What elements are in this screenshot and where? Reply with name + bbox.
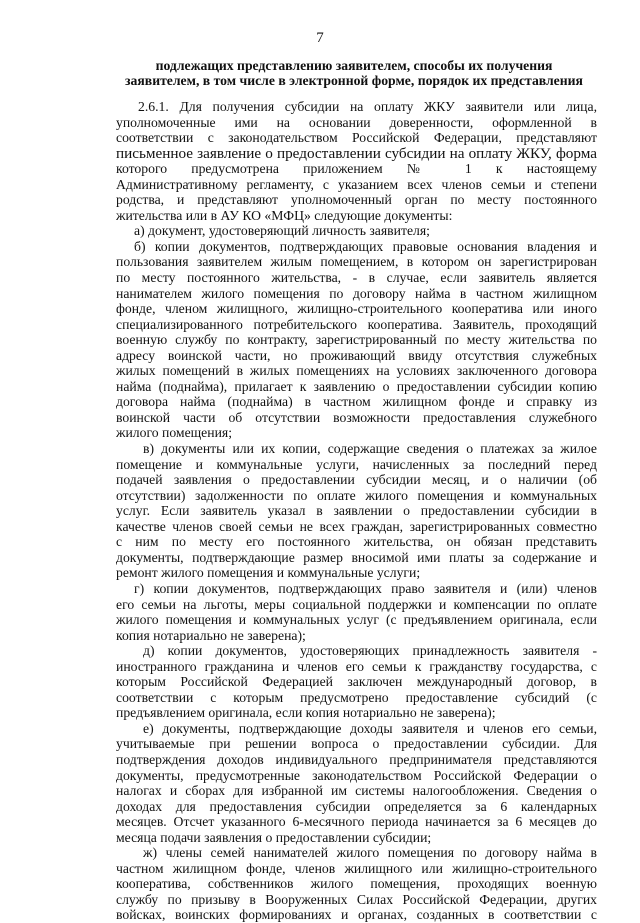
text-line: документы, предусмотренные законодательством Российской Федерации о [116,767,597,783]
text-line: учитываемые при решении вопроса о предоставлении субсидии. Для [116,736,597,752]
text-line: месяца подачи заявления о предоставлении субсидии; [116,829,432,845]
text-line: предъявлением оригинала, если копия нотариально не заверена); [116,705,496,721]
section-heading [116,58,592,88]
text-line: письменное заявление о предоставлении субсидии на оплату ЖКУ, форма [116,145,597,162]
text-line: е) документы, подтверждающие доходы заявителя и членов его семьи, [143,720,597,736]
text-line: военную службу по контракту, зарегистрированный по месту жительства по [116,332,597,348]
text-line: пользования заявителем жилым помещением, в котором он зарегистрирован [116,254,597,270]
text-line: жилых помещений в жилых помещениях на условиях заключенного договора [116,363,597,379]
text-line: специализированного потребительского кооператива. Заявитель, проходящий [116,316,597,332]
text-line: его семьи на льготы, меры социальной поддержки и компенсации по оплате [116,596,597,612]
text-line: ремонт жилого помещения и коммунальные услуги; [116,565,421,581]
text-line: а) документ, удостоверяющий личность заявителя; [134,223,430,239]
text-line: соответствии с которым предусмотрено предоставление субсидий (с [116,689,597,705]
text-line: г) копии документов, подтверждающих право заявителя и (или) членов [134,580,597,596]
text-line: по месту постоянного жительства, - в случае, если заявитель является [116,270,597,286]
text-line: документы, подтверждающие размер вносимой ими платы за содержание и [116,549,597,565]
text-line: помещение и коммунальные услуги, начисленных за последний перед [116,456,597,472]
text-line: родства, и представляют уполномоченный орган по месту постоянного [116,192,597,208]
text-line: услуг. Если заявитель указал в заявлении о предоставлении субсидии в [116,503,597,519]
text-line: жилого помещения и коммунальных услуг (с предъявлением оригинала, если [116,612,597,628]
heading-line: подлежащих представлению заявителем, способы их получения [155,58,553,73]
text-line: уполномоченные ими на основании доверенности, оформленной в [116,114,597,130]
page-number: 7 [316,30,324,46]
text-line: качестве членов своей семьи не всех граждан, зарегистрированных совместно [116,518,597,534]
text-line: налогах и сборах для избранной им системы налогообложения. Сведения о [116,783,597,799]
text-line: б) копии документов, подтверждающих правовые основания владения и [134,238,597,254]
text-line: отсутствии) задолженности по оплате жилого помещения и коммунальных [116,487,597,503]
text-line: соответствии с законодательством Российской Федерации, представляют [116,130,597,146]
text-line: жилого помещения; [116,425,233,441]
text-line: найма (поднайма), прилагает к заявлению о предоставлении субсидии копию [116,378,597,394]
text-line: ж) члены семей нанимателей жилого помещения по договору найма в [143,845,597,861]
text-line: нанимателем жилого помещения по договору найма в частном жилищном [116,285,597,301]
text-line: фонде, членом жилищного, жилищно-строительного кооператива или иного [116,301,597,317]
text-line: иностранного гражданина и членов его семьи к гражданству государства, с [116,658,597,674]
text-line: воинской части об отсутствии возможности предоставления служебного [116,409,597,425]
text-line: адресу воинской части, но проживающий ввиду отсутствия служебных [116,347,597,363]
text-line: договора найма (поднайма) в частном жилищном фонде и справку из [116,394,597,410]
text-line: кооператива, собственников жилого помещения, проходящих военную [116,876,597,892]
text-line: службу по призыву в Вооруженных Силах Российской Федерации, других [116,891,597,907]
text-line: жительства или в АУ КО «МФЦ» следующие документы: [116,207,453,223]
text-line: войсках, воинских формированиях и органах, созданных в соответствии с [116,907,597,923]
text-line: которого предусмотрена приложением № 1 к настоящему [116,161,597,177]
text-line: с ним по месту его постоянного жительства, он обязан представить [116,534,597,550]
text-line: 2.6.1. Для получения субсидии на оплату ЖКУ заявители или лица, [138,99,597,114]
heading-line: заявителем, в том числе в электронной форме, порядок их представления [125,73,583,88]
text-line: подачей заявления о предоставлении субсидии месяц, и о наличии (об [116,472,597,488]
text-line: в) документы или их копии, содержащие сведения о платежах за жилое [143,441,597,457]
text-line: месяцев. Отсчет указанного 6-месячного периода начинается за 6 месяцев до [116,814,597,830]
text-line: частном жилищном фонде, членов жилищного или жилищно-строительного [116,860,597,876]
text-line: подтверждения доходов индивидуального предпринимателя представляются [116,751,597,767]
text-line: копия нотариально не заверена); [116,627,306,643]
text-line: доходах для предоставления субсидии определяется за 6 календарных [116,798,597,814]
text-line: д) копии документов, удостоверяющих принадлежность заявителя - [143,643,597,659]
text-line: которым Российской Федерацией заключен международный договор, в [116,674,597,690]
text-line: Административному регламенту, с указанием всех членов семьи и степени [116,176,597,192]
document-body [116,99,597,923]
